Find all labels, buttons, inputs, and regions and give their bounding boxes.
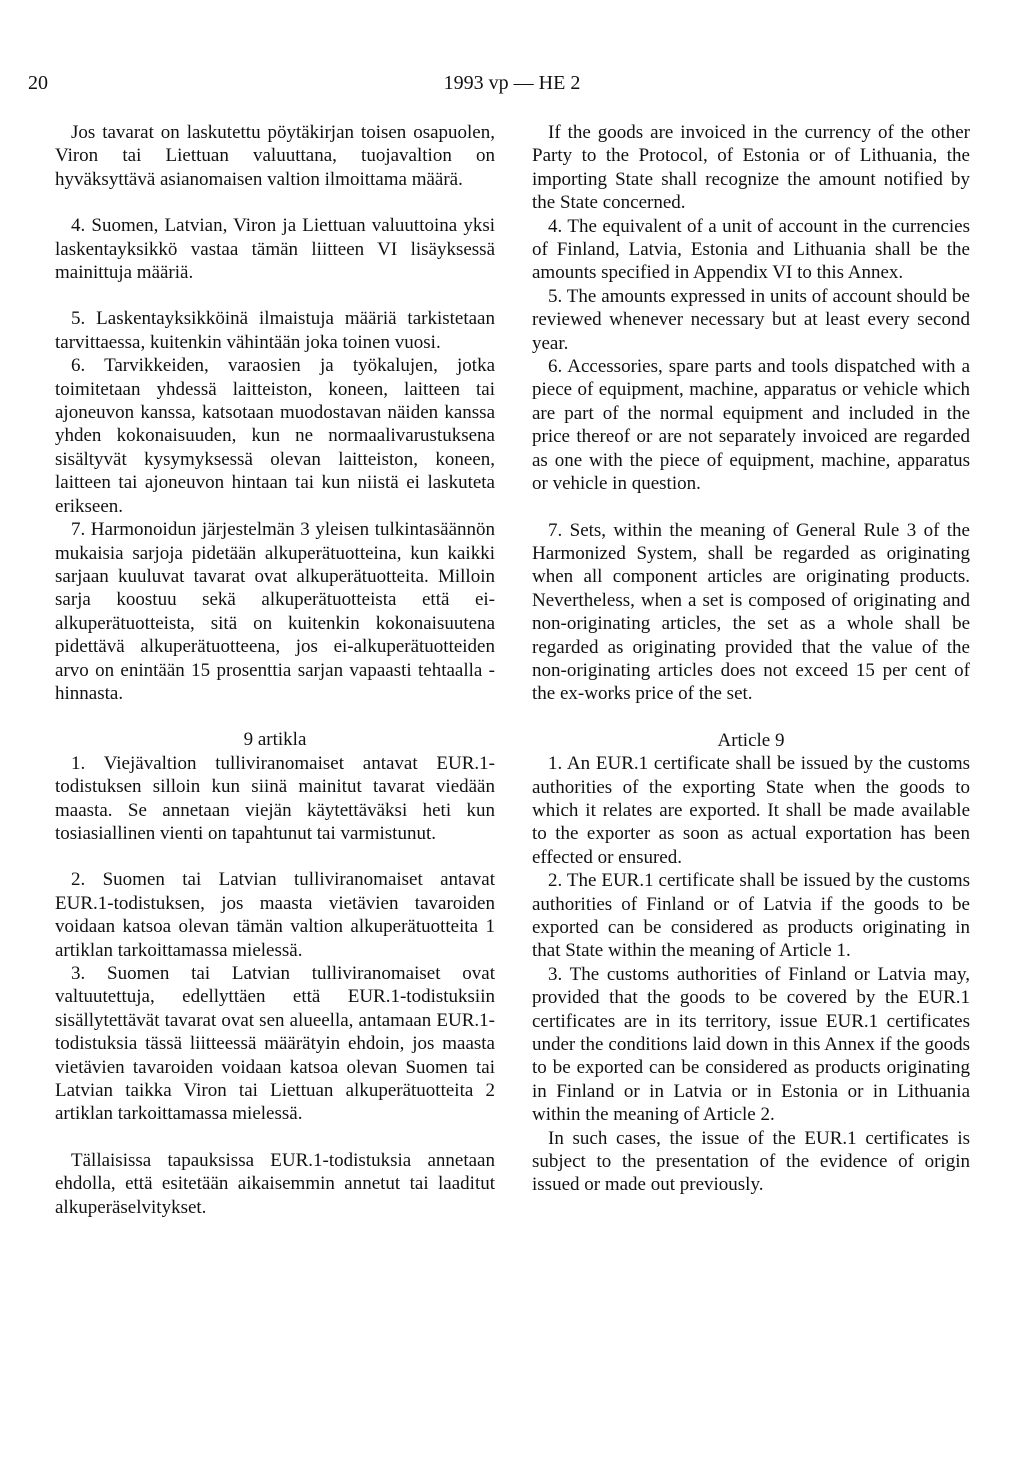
paragraph-gap [532, 706, 970, 729]
fi-article-paragraph-1: 1. Viejävaltion tulliviranomaiset antavat EUR.1-todistuksen silloin kun siinä mainitut tavarat viedään maasta. Se annetaan viejän käytettäväksi heti kun tosiasiallinen vienti on tapahtunut tai varmistunut. [55, 752, 495, 844]
en-paragraph-6: 6. Accessories, spare parts and tools dispatched with a piece of equipment, machine, apparatus or vehicle which are part of the normal equipment and included in the price thereof or are not separately invoiced are regarded as one with the piece of equipment, machine, apparatus or vehicle in question. [532, 356, 970, 495]
en-article-paragraph-2: 2. The EUR.1 certificate shall be issued by the customs authorities of Finland or of Latvia if the goods to be exported can be considered as products originating in that State within the meaning of Article 1. [532, 870, 970, 962]
en-article-heading: Article 9 [717, 729, 785, 751]
en-paragraph-7: 7. Sets, within the meaning of General Rule 3 of the Harmonized System, shall be regarded as originating when all component articles are originating products. Nevertheless, when a set is composed of originating and non-originating articles, the set as a whole shall be regarded as originating provided that the value of the non-originating articles does not exceed 15 per cent of the ex-works price of the set. [532, 519, 970, 705]
paragraph-gap [532, 496, 970, 519]
page-number: 20 [28, 72, 48, 94]
paragraph-gap [55, 705, 495, 728]
paragraph-gap [55, 284, 495, 307]
fi-paragraph-4: 4. Suomen, Latvian, Viron ja Liettuan valuuttoina yksi laskentayksikkö vastaa tämän liitteen VI lisäyksessä mainittuja määriä. [55, 215, 495, 284]
en-paragraph-invoice-currency: If the goods are invoiced in the currency of the other Party to the Protocol, of Estonia or of Lithuania, the importing State shall recognize the amount notified by the State concerned. [532, 122, 970, 214]
en-paragraph-4: 4. The equivalent of a unit of account in the currencies of Finland, Latvia, Estonia and Lithuania shall be the amounts specified in Appendix VI to this Annex. [532, 215, 970, 284]
fi-article-paragraph-3: 3. Suomen tai Latvian tulliviranomaiset ovat valtuutettuja, edellyttäen että EUR.1-todistuksiin sisällytettävät tavarat ovat sen alueella, antamaan EUR.1-todistuksia tässä liitteessä määrätyin ehdoin, jos maasta vietävien tavaroiden voidaan katsoa olevan Suomen tai Latvian taikka Viron tai Liettuan alkuperätuotteita 2 artiklan tarkoittamassa mielessä. [55, 963, 495, 1125]
fi-article-heading: 9 artikla [243, 729, 307, 751]
finnish-column [55, 121, 495, 1219]
fi-article-paragraph-2: 2. Suomen tai Latvian tulliviranomaiset antavat EUR.1-todistuksen, jos maasta vietävien tavaroiden voidaan katsoa olevan tämän valtion alkuperätuotteita 1 artiklan tarkoittamassa mielessä. [55, 869, 495, 961]
paragraph-gap [55, 845, 495, 868]
paragraph-gap [55, 1126, 495, 1149]
fi-paragraph-6: 6. Tarvikkeiden, varaosien ja työkalujen, jotka toimitetaan yhdessä laitteiston, koneen, laitteen tai ajoneuvon kanssa, katsotaan muodostavan näiden kanssa yhden kokonaisuuden, kun ne normaalivarustuksena sisältyvät kysymyksessä olevan laitteiston, koneen, laitteen tai ajoneuvon hintaan tai kun niistä ei laskuteta erikseen. [55, 355, 495, 517]
fi-paragraph-7: 7. Harmonoidun järjestelmän 3 yleisen tulkintasäännön mukaisia sarjoja pidetään alkuperätuotteina, kun kaikki sarjaan kuuluvat tavarat ovat alkuperätuotteita. Milloin sarja koostuu sekä alkuperätuotteista että ei-alkuperätuotteista, sitä on kuitenkin kokonaisuutena pidettävä alkuperätuotteena, jos ei-alkuperätuotteiden arvo on enintään 15 prosenttia sarjan vapaasti tehtaalla -hinnasta. [55, 519, 495, 704]
running-title: 1993 vp — HE 2 [443, 72, 581, 94]
fi-article-paragraph-4: Tällaisissa tapauksissa EUR.1-todistuksia annetaan ehdolla, että esitetään aikaisemmin annetut tai laaditut alkuperäselvitykset. [55, 1149, 495, 1218]
en-article-paragraph-3: 3. The customs authorities of Finland or Latvia may, provided that the goods to be covered by the EUR.1 certificates are in its territory, issue EUR.1 certificates under the conditions laid down in this Annex if the goods to be exported can be considered as products originating in Finland or in Latvia or in Estonia or in Lithuania within the meaning of Article 2. [532, 963, 970, 1126]
fi-paragraph-5: 5. Laskentayksikköinä ilmaistuja määriä tarkistetaan tarvittaessa, kuitenkin vähintään joka toinen vuosi. [55, 308, 495, 353]
page-header [0, 72, 1024, 102]
fi-paragraph-invoice-currency: Jos tavarat on laskutettu pöytäkirjan toisen osapuolen, Viron tai Liettuan valuuttana, tuojavaltion on hyväksyttävä asianomaisen valtion ilmoittama määrä. [55, 122, 495, 190]
paragraph-gap [55, 191, 495, 214]
english-column [532, 121, 970, 1197]
en-article-paragraph-1: 1. An EUR.1 certificate shall be issued by the customs authorities of the exporting State when the goods to which it relates are exported. It shall be made available to the exporter as soon as actual exportation has been effected or ensured. [532, 753, 970, 868]
en-article-paragraph-4: In such cases, the issue of the EUR.1 certificates is subject to the presentation of the evidence of origin issued or made out previously. [532, 1127, 970, 1196]
en-paragraph-5: 5. The amounts expressed in units of account should be reviewed whenever necessary but at least every second year. [532, 285, 970, 354]
